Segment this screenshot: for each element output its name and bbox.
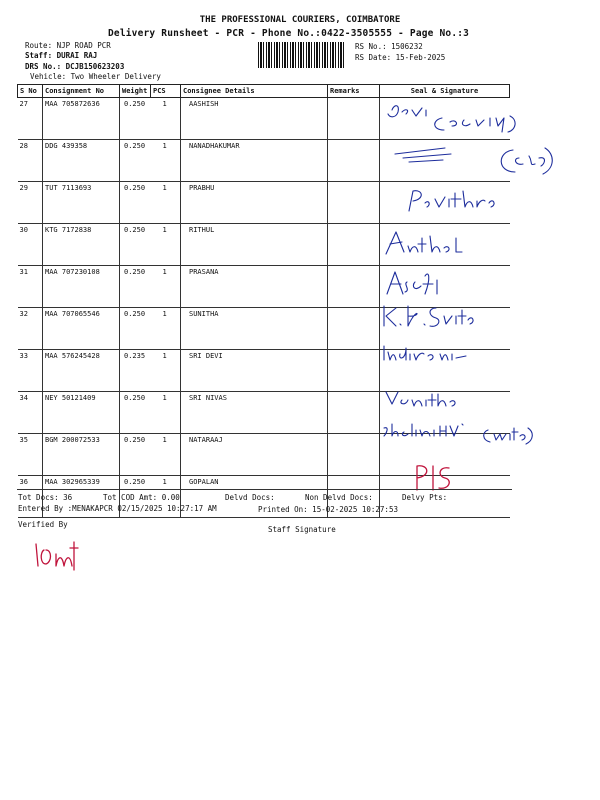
cell-weight: 0.250 [120,434,151,476]
cell-remarks [328,98,380,140]
cell-weight: 0.250 [120,476,151,518]
cell-pcs: 1 [151,140,181,182]
cell-pcs: 1 [151,476,181,518]
cell-sno: 31 [18,266,43,308]
cell-pcs: 1 [151,434,181,476]
drs-number: DRS No.: DCJB150623203 [25,62,125,71]
signature-row-28 [385,140,545,180]
non-delivered-docs: Non Delvd Docs: [305,493,373,502]
cell-consignment: MAA 576245428 [43,350,120,392]
printed-on: Printed On: 15-02-2025 10:27:53 [258,505,398,514]
col-remarks: Remarks [328,85,380,98]
signature-row-31 [385,268,445,298]
verifier-initials [30,536,80,572]
signature-row-33 [380,340,470,364]
delivered-docs: Delvd Docs: [225,493,275,502]
cell-sno: 34 [18,392,43,434]
cell-consignee: SRI NIVAS [181,392,328,434]
entered-by: Entered By :MENAKAPCR 02/15/2025 10:27:17 AM [18,504,217,513]
cell-consignee: RITHUL [181,224,328,266]
cell-consignment: MAA 707230108 [43,266,120,308]
cell-consignment: BGM 200072533 [43,434,120,476]
total-docs: Tot Docs: 36 [18,493,73,502]
cell-consignee: PRASANA [181,266,328,308]
cell-consignee: SRI DEVI [181,350,328,392]
signature-row-36 [413,462,453,492]
cell-sno: 27 [18,98,43,140]
cell-sno: 36 [18,476,43,518]
cell-pcs: 1 [151,392,181,434]
footer-divider [17,489,512,490]
cell-pcs: 1 [151,350,181,392]
cell-consignment: MAA 302965339 [43,476,120,518]
cell-remarks [328,224,380,266]
runsheet-subtitle: Delivery Runsheet - PCR - Phone No.:0422-3505555 - Page No.:3 [108,28,470,39]
staff-signature-label: Staff Signature [268,525,336,534]
cell-weight: 0.250 [120,224,151,266]
cell-pcs: 1 [151,266,181,308]
cell-sno: 32 [18,308,43,350]
signature-row-29 [405,185,505,215]
signature-row-35 [380,418,530,448]
cell-pcs: 1 [151,308,181,350]
cell-consignment: KTG 7172838 [43,224,120,266]
cell-weight: 0.250 [120,98,151,140]
rs-number: RS No.: 1506232 [355,42,423,51]
cell-consignment: TUT 7113693 [43,182,120,224]
cell-consignee: PRABHU [181,182,328,224]
cell-consignee: GOPALAN [181,476,328,518]
cell-remarks [328,350,380,392]
verified-by-label: Verified By [18,520,68,529]
cell-consignment: DDG 439358 [43,140,120,182]
cell-weight: 0.250 [120,266,151,308]
cell-consignee: NANADHAKUMAR [181,140,328,182]
col-signature: Seal & Signature [380,85,510,98]
cell-weight: 0.250 [120,182,151,224]
cell-sno: 28 [18,140,43,182]
cell-remarks [328,182,380,224]
cell-sno: 35 [18,434,43,476]
cell-remarks [328,308,380,350]
signature-row-32 [378,300,478,330]
cell-pcs: 1 [151,98,181,140]
cell-consignee: SUNITHA [181,308,328,350]
table-header-row [18,85,510,98]
signature-row-34 [380,386,460,410]
delivery-points: Delvy Pts: [402,493,448,502]
barcode [258,42,346,68]
col-consignment: Consignment No [43,85,120,98]
cell-consignment: NEY 50121409 [43,392,120,434]
cell-remarks [328,140,380,182]
cell-consignment: MAA 707065546 [43,308,120,350]
cell-consignment: MAA 705872636 [43,98,120,140]
col-sno: S No [18,85,43,98]
cell-remarks [328,434,380,476]
signature-row-30 [382,228,462,258]
staff-label: Staff: DURAI RAJ [25,51,98,60]
cell-weight: 0.250 [120,392,151,434]
signature-row-27 [380,100,530,140]
cell-pcs: 1 [151,182,181,224]
rs-date: RS Date: 15-Feb-2025 [355,53,446,62]
cell-sno: 33 [18,350,43,392]
cell-remarks [328,266,380,308]
company-title: THE PROFESSIONAL COURIERS, COIMBATORE [199,15,401,25]
cell-consignee: AASHISH [181,98,328,140]
cell-sno: 30 [18,224,43,266]
cell-weight: 0.250 [120,140,151,182]
cell-weight: 0.250 [120,308,151,350]
vehicle-label: Vehicle: Two Wheeler Delivery [30,72,161,81]
cell-remarks [328,392,380,434]
cell-pcs: 1 [151,224,181,266]
col-consignee: Consignee Details [181,85,328,98]
cell-consignee: NATARAAJ [181,434,328,476]
cell-weight: 0.235 [120,350,151,392]
col-pcs: PCS [151,85,181,98]
col-weight: Weight [120,85,151,98]
route-label: Route: NJP ROAD PCR [25,41,111,50]
cell-sno: 29 [18,182,43,224]
total-cod-amount: Tot COD Amt: 0.00 [103,493,180,502]
